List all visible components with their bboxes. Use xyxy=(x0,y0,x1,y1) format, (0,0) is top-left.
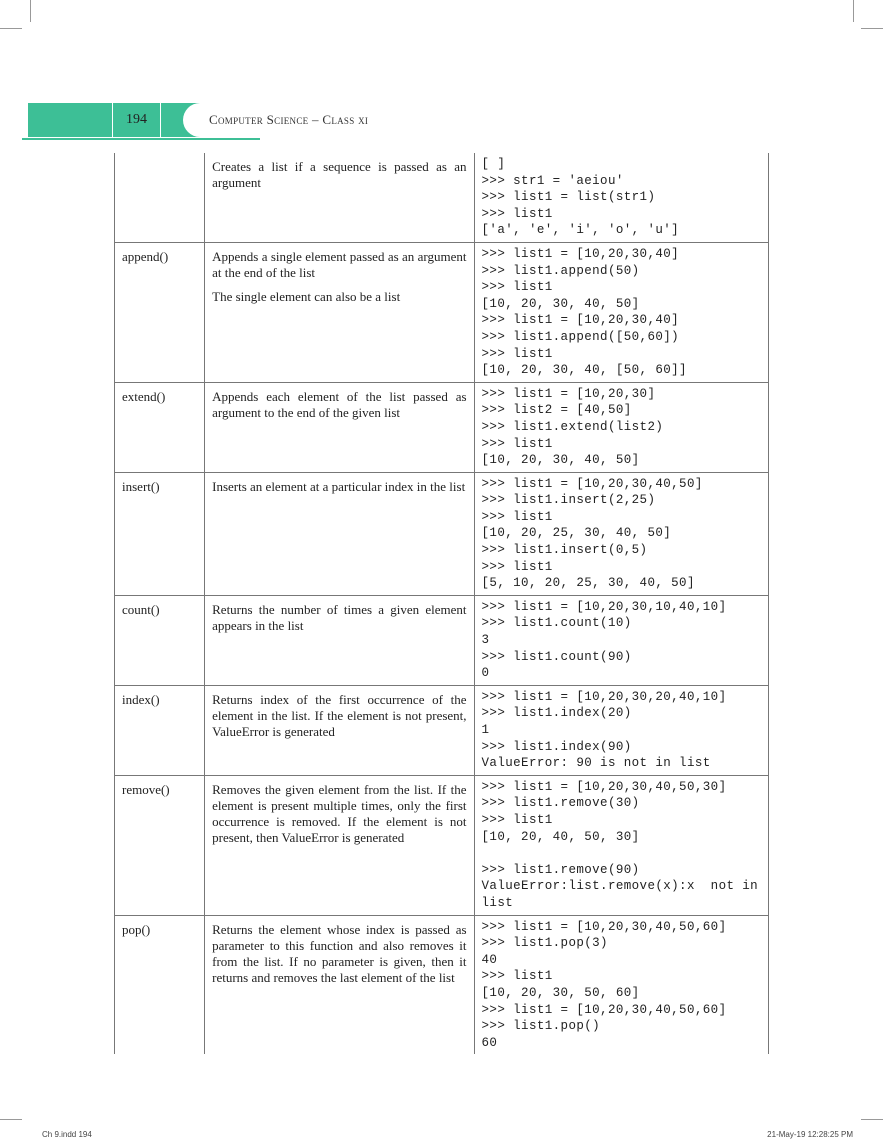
code-line: >>> list1 = [10,20,30,20,40,10] xyxy=(481,689,727,704)
code-line: [10, 20, 30, 50, 60] xyxy=(481,985,640,1000)
crop-mark xyxy=(853,0,854,22)
code-line: >>> list1 = [10,20,30,40,50,60] xyxy=(481,1002,727,1017)
code-line: >>> list2 = [40,50] xyxy=(481,403,632,418)
code-line: [10, 20, 25, 30, 40, 50] xyxy=(481,526,672,541)
example-cell xyxy=(474,775,768,915)
crop-mark xyxy=(861,1119,883,1120)
code-line: >>> list1 xyxy=(481,812,553,827)
function-name: pop() xyxy=(122,921,151,937)
code-line: >>> list1.insert(0,5) xyxy=(481,543,648,558)
description-text: Inserts an element at a particular index in the list xyxy=(212,478,466,494)
crop-mark xyxy=(30,0,31,22)
code-line: 40 xyxy=(481,952,498,967)
description-cell xyxy=(205,472,474,595)
description-text: Appends a single element passed as an argument at the end of the list xyxy=(212,248,467,280)
code-line: >>> list1.append([50,60]) xyxy=(481,329,680,344)
function-name: append() xyxy=(122,248,169,264)
function-cell xyxy=(115,595,205,685)
code-line: >>> list1 xyxy=(481,206,553,221)
code-line: ValueError: 90 is not in list xyxy=(481,756,711,771)
example-cell xyxy=(474,595,768,685)
function-name xyxy=(115,153,204,159)
code-line: >>> list1 xyxy=(481,436,553,451)
table-row xyxy=(115,915,769,1054)
code-line: >>> list1.append(50) xyxy=(481,263,640,278)
function-cell xyxy=(115,775,205,915)
list-methods-table xyxy=(114,153,769,1054)
description-cell xyxy=(205,595,474,685)
example-cell xyxy=(474,472,768,595)
code-line: 1 xyxy=(481,723,490,737)
description-text: Removes the given element from the list. If the element is present multiple times, only the first occurrence is removed. If the element is not present, then ValueError is generated xyxy=(212,781,467,845)
description-text: The single element can also be a list xyxy=(212,288,401,304)
function-name: remove() xyxy=(122,781,170,797)
code-line: ['a', 'e', 'i', 'o', 'u'] xyxy=(481,223,680,238)
code-line: >>> list1 xyxy=(481,559,553,574)
code-line: [10, 20, 40, 50, 30] xyxy=(481,829,640,844)
table-row xyxy=(115,595,769,685)
code-line: [10, 20, 30, 40, 50] xyxy=(481,296,640,311)
description-text: Returns the element whose index is passed as parameter to this function and also removes it from the list. If no parameter is given, then it returns and removes the last element of the list xyxy=(212,921,467,985)
function-name: count() xyxy=(122,601,160,617)
description-cell xyxy=(205,382,474,472)
code-line xyxy=(482,845,762,862)
code-line: >>> list1 = [10,20,30,40,50,60] xyxy=(481,919,727,934)
function-name: insert() xyxy=(122,478,160,494)
description-text: Returns index of the first occurrence of the element in the list. If the element is not present, ValueError is generated xyxy=(212,691,467,739)
code-line: 60 xyxy=(481,1035,498,1050)
code-line: >>> list1 xyxy=(481,969,553,984)
code-line: >>> list1 = [10,20,30,40,50] xyxy=(481,476,703,491)
example-cell xyxy=(474,153,768,242)
table-row xyxy=(115,775,769,915)
code-line: >>> list1 xyxy=(481,346,553,361)
code-line: >>> list1 xyxy=(481,509,553,524)
description-cell xyxy=(205,685,474,775)
description-text: Returns the number of times a given element appears in the list xyxy=(212,601,467,633)
page-number: 194 xyxy=(112,103,161,137)
description-cell xyxy=(205,915,474,1054)
code-line: >>> list1.insert(2,25) xyxy=(481,493,656,508)
code-line: ValueError:list.remove(x):x not in list xyxy=(481,879,766,910)
crop-mark xyxy=(0,1119,22,1120)
code-line: 0 xyxy=(481,666,490,681)
crop-mark xyxy=(0,28,22,29)
function-cell xyxy=(115,685,205,775)
code-line: >>> list1.extend(list2) xyxy=(481,419,664,434)
function-cell xyxy=(115,242,205,382)
table-row xyxy=(115,685,769,775)
code-line: >>> list1 = [10,20,30,40] xyxy=(481,313,680,328)
table-row xyxy=(115,153,769,242)
code-line: 3 xyxy=(481,633,490,648)
table-row xyxy=(115,242,769,382)
function-cell xyxy=(115,382,205,472)
code-line: >>> list1 = [10,20,30,40] xyxy=(481,246,680,261)
footer-file-info: Ch 9.indd 194 xyxy=(42,1130,92,1139)
description-cell xyxy=(205,775,474,915)
code-line: >>> list1.index(20) xyxy=(481,706,632,721)
running-title: Computer Science – Class xi xyxy=(209,112,369,127)
code-line: >>> list1 = [10,20,30] xyxy=(481,386,656,401)
code-line: >>> list1 = [10,20,30,40,50,30] xyxy=(481,779,727,794)
code-line: [ ] xyxy=(481,157,506,171)
footer-timestamp: 21-May-19 12:28:25 PM xyxy=(767,1130,853,1139)
code-line: >>> list1.index(90) xyxy=(481,739,632,754)
function-cell xyxy=(115,915,205,1054)
function-name: index() xyxy=(122,691,160,707)
code-line: >>> list1.pop(3) xyxy=(481,936,608,951)
example-cell xyxy=(474,382,768,472)
function-name: extend() xyxy=(122,388,166,404)
code-line: [5, 10, 20, 25, 30, 40, 50] xyxy=(481,576,695,591)
code-line: >>> str1 = 'aeiou' xyxy=(481,173,624,188)
code-line: >>> list1 = list(str1) xyxy=(481,190,656,205)
function-cell xyxy=(115,472,205,595)
example-cell xyxy=(474,242,768,382)
description-cell xyxy=(205,153,474,242)
code-line: >>> list1 = [10,20,30,10,40,10] xyxy=(481,599,727,614)
function-cell xyxy=(115,153,205,242)
table-row xyxy=(115,382,769,472)
crop-mark xyxy=(861,28,883,29)
code-line: >>> list1.count(10) xyxy=(481,616,632,631)
table-row xyxy=(115,472,769,595)
description-cell xyxy=(205,242,474,382)
code-line: >>> list1.remove(30) xyxy=(481,796,640,811)
code-line: [10, 20, 30, 40, 50] xyxy=(481,453,640,468)
example-cell xyxy=(474,685,768,775)
code-line: >>> list1.remove(90) xyxy=(481,862,640,877)
description-text: Creates a list if a sequence is passed as an argument xyxy=(212,159,467,190)
header-rule xyxy=(22,138,260,140)
description-text: Appends each element of the list passed as argument to the end of the given list xyxy=(212,388,467,420)
code-line: [10, 20, 30, 40, [50, 60]] xyxy=(481,363,687,378)
code-line: >>> list1.count(90) xyxy=(481,649,632,664)
code-line: >>> list1 xyxy=(481,280,553,295)
example-cell xyxy=(474,915,768,1054)
code-line: >>> list1.pop() xyxy=(481,1019,601,1034)
